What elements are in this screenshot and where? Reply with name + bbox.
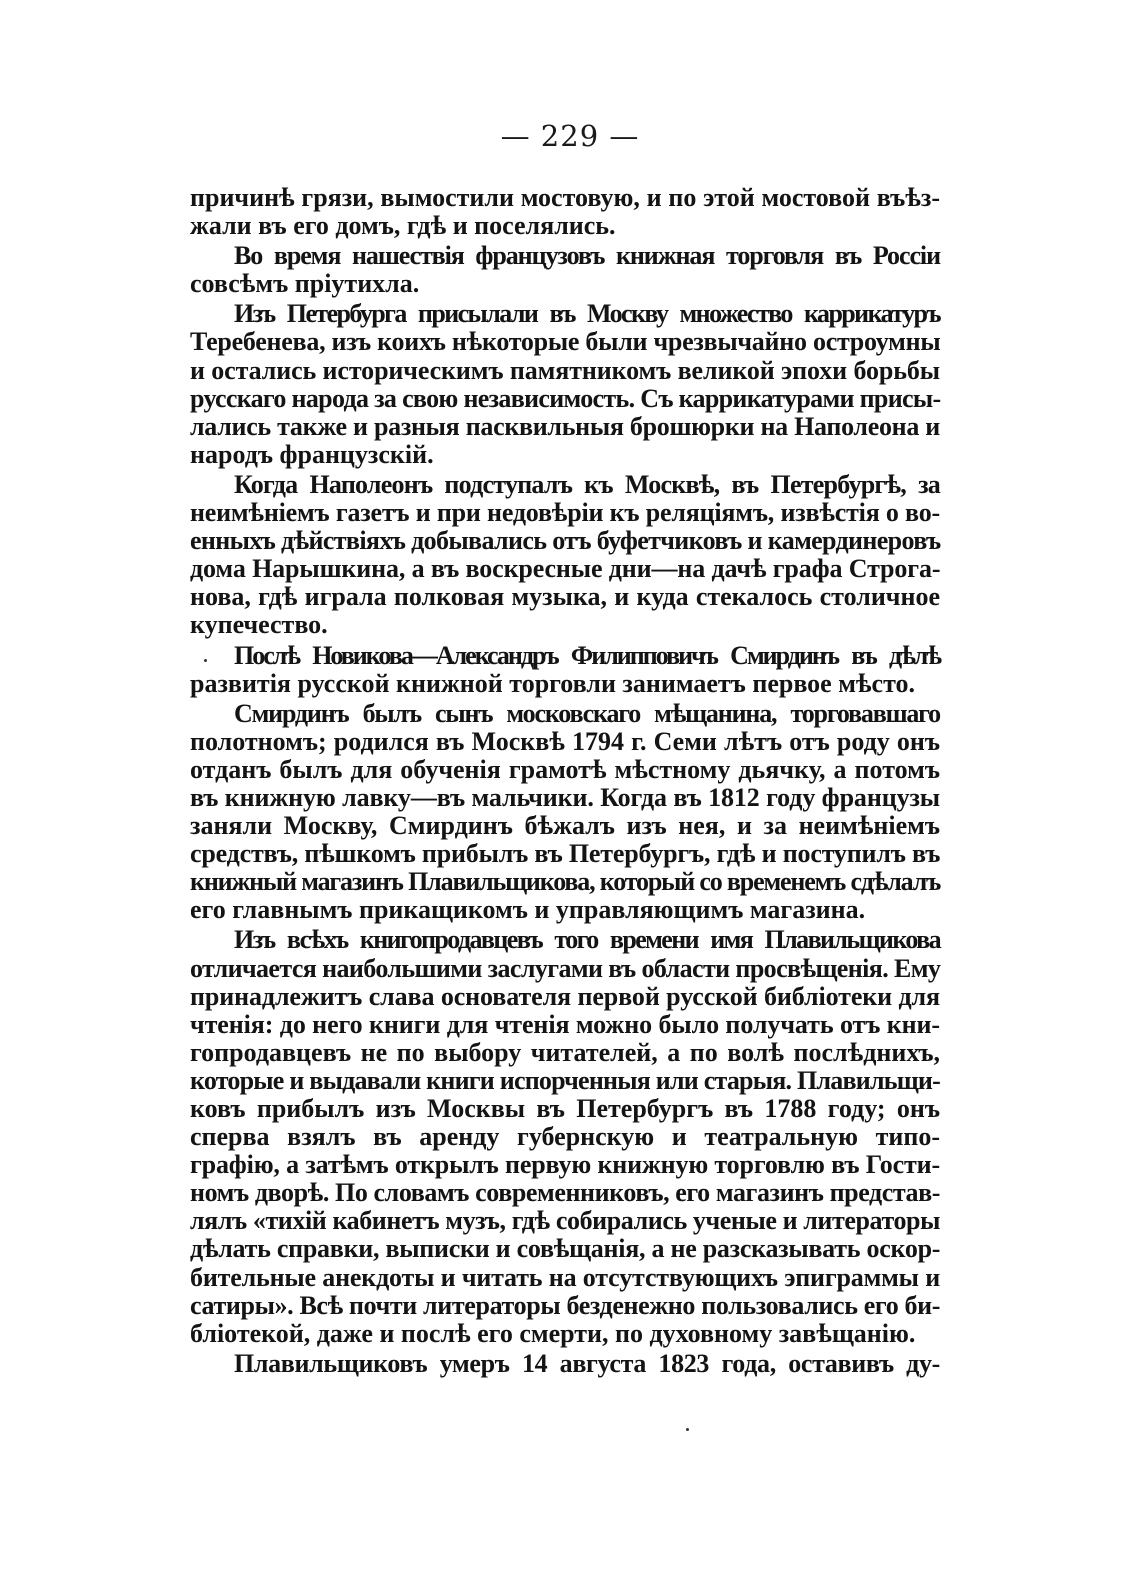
text-line: ковъ прибылъ изъ Москвы въ Петербургъ въ 1788 году; онъ	[190, 1094, 940, 1123]
text-line: сперва взялъ въ аренду губернскую и театральную типо-	[190, 1122, 940, 1152]
text-line: дома Нарышкина, а въ воскресные дни—на дачѣ графа Строга-	[190, 554, 941, 584]
text-line: совсѣмъ пріутихла.	[190, 269, 420, 299]
text-line: Изъ всѣхъ книгопродавцевъ того времени имя Плавильщикова	[234, 925, 940, 955]
text-line: отличается наибольшими заслугами въ области просвѣщенія. Ему	[190, 953, 941, 983]
text-line: народъ французскій.	[190, 439, 434, 469]
text-line: лались также и разныя пасквильныя брошюрки на Наполеона и	[190, 411, 940, 441]
body-text	[190, 184, 940, 1378]
text-line: графію, а затѣмъ открылъ первую книжную торговлю въ Гости-	[190, 1150, 940, 1180]
text-line: его главнымъ прикащикомъ и управляющимъ магазина.	[190, 895, 866, 925]
text-line: бительные анекдоты и читать на отсутствующихъ эпиграммы и	[190, 1262, 940, 1292]
text-line: Плавильщиковъ умеръ 14 августа 1823 года, оставивъ ду-	[234, 1348, 940, 1378]
text-line: въ книжную лавку—въ мальчики. Когда въ 1812 году французы	[190, 782, 940, 812]
text-line: русскаго народа за свою независимость. Съ каррикатурами присы-	[190, 383, 941, 413]
text-line: и остались историческимъ памятникомъ великой эпохи борьбы	[190, 355, 940, 385]
text-line: номъ дворѣ. По словамъ современниковъ, его магазинъ представ-	[190, 1178, 940, 1208]
text-line: дѣлать справки, выписки и совѣщанія, а не разсказывать оскор-	[190, 1234, 941, 1264]
text-line: лялъ «тихій кабинетъ музъ, гдѣ собирались ученые и литераторы	[190, 1206, 940, 1236]
text-line: Когда Наполеонъ подступалъ къ Москвѣ, въ Петербургѣ, за	[234, 469, 940, 499]
text-line: Послѣ Новикова—Александръ Филипповичъ Смирдинъ въ дѣлѣ	[234, 640, 940, 670]
text-line: книжный магазинъ Плавильщикова, который со временемъ сдѣлалъ	[190, 867, 941, 897]
text-line: гопродавцевъ не по выбору читателей, а по волѣ послѣднихъ,	[190, 1037, 940, 1067]
text-line: Изъ Петербурга присылали въ Москву множество каррикатуръ	[234, 299, 940, 329]
scan-speck	[686, 1428, 689, 1431]
text-line: жали въ его домъ, гдѣ и поселялись.	[190, 211, 616, 241]
text-line: причинѣ грязи, вымостили мостовую, и по этой мостовой въѣз-	[190, 183, 940, 212]
text-line: енныхъ дѣйствіяхъ добывались отъ буфетчиковъ и камердинеровъ	[190, 526, 941, 556]
text-line: Теребенева, изъ коихъ нѣкоторые были чрезвычайно остроумны	[190, 327, 941, 357]
text-line: Смирдинъ былъ сынъ московскаго мѣщанина, торговавшаго	[234, 698, 940, 728]
text-line: купечество.	[190, 610, 328, 640]
text-line: чтенія: до него книги для чтенія можно было получать отъ кни-	[190, 1009, 940, 1039]
text-line: нова, гдѣ играла полковая музыка, и куда стекалось столичное	[190, 582, 940, 612]
text-line: полотномъ; родился въ Москвѣ 1794 г. Семи лѣтъ отъ роду онъ	[190, 726, 940, 756]
text-line: средствъ, пѣшкомъ прибылъ въ Петербургъ, гдѣ и поступилъ въ	[190, 839, 941, 869]
text-line: заняли Москву, Смирдинъ бѣжалъ изъ нея, и за неимѣніемъ	[190, 811, 940, 841]
page-number: — 229 —	[500, 119, 640, 153]
scan-speck	[204, 659, 207, 662]
text-line: Во время нашествія французовъ книжная торговля въ Россіи	[234, 241, 940, 271]
text-line: которые и выдавали книги испорченныя или старыя. Плавильщи-	[190, 1065, 940, 1095]
text-line: сатиры». Всѣ почти литераторы безденежно пользовались его би-	[190, 1290, 941, 1320]
text-line: отданъ былъ для обученія грамотѣ мѣстному дьячку, а потомъ	[190, 754, 940, 784]
text-line: принадлежитъ слава основателя первой русской библіотеки для	[190, 981, 940, 1011]
text-line: развитія русской книжной торговли занимаетъ первое мѣсто.	[190, 668, 916, 698]
text-line: бліотекой, даже и послѣ его смерти, по духовному завѣщанію.	[190, 1318, 916, 1348]
text-line: неимѣніемъ газетъ и при недовѣріи къ реляціямъ, извѣстія о во-	[190, 498, 940, 528]
